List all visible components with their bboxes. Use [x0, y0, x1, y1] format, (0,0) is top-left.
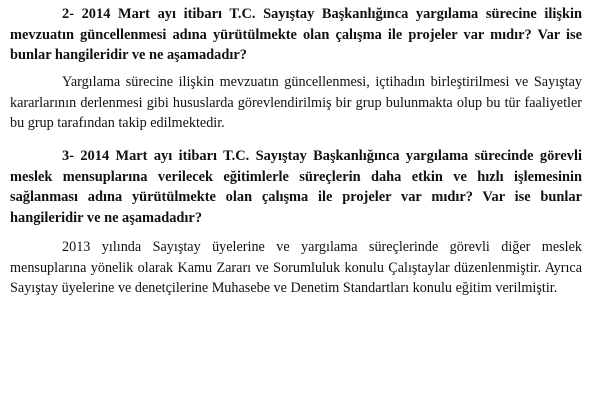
answer-2: Yargılama sürecine ilişkin mevzuatın güncellenmesi, içtihadın birleştirilmesi ve Sayıştay kararlarının derlenmesi gibi hususlarda görevlendirilmiş bir grup bulunmakta olup bu tür faaliyetler bu grup tarafından takip edilmektedir. — [10, 74, 582, 131]
question-2: 2- 2014 Mart ayı itibarı T.C. Sayıştay Başkanlığınca yargılama sürecine ilişkin mevzuatın güncellenmesi adına yürütülmekte olan çalışma ile projeler var mıdır? Var ise bunlar hangileridir ve ne aşamadadır? — [10, 6, 582, 63]
answer-3: 2013 yılında Sayıştay üyelerine ve yargılama süreçlerinde görevli diğer meslek mensuplarına yönelik olarak Kamu Zararı ve Sorumluluk konulu Çalıştaylar düzenlenmiştir. Ayrıca Sayıştay üyelerine ve denetçilerine Muhasebe ve Denetim Standartları konulu eğitim verilmiştir. — [10, 239, 582, 296]
question-3: 3- 2014 Mart ayı itibarı T.C. Sayıştay Başkanlığınca yargılama sürecinde görevli meslek mensuplarına verilecek eğitimlerle süreçlerin daha etkin ve hızlı işlemesinin sağlanması adına yürütülmekte olan çalışma ile projeler var mıdır? Var ise bunlar hangileridir ve ne aşamadadır? — [10, 148, 582, 226]
